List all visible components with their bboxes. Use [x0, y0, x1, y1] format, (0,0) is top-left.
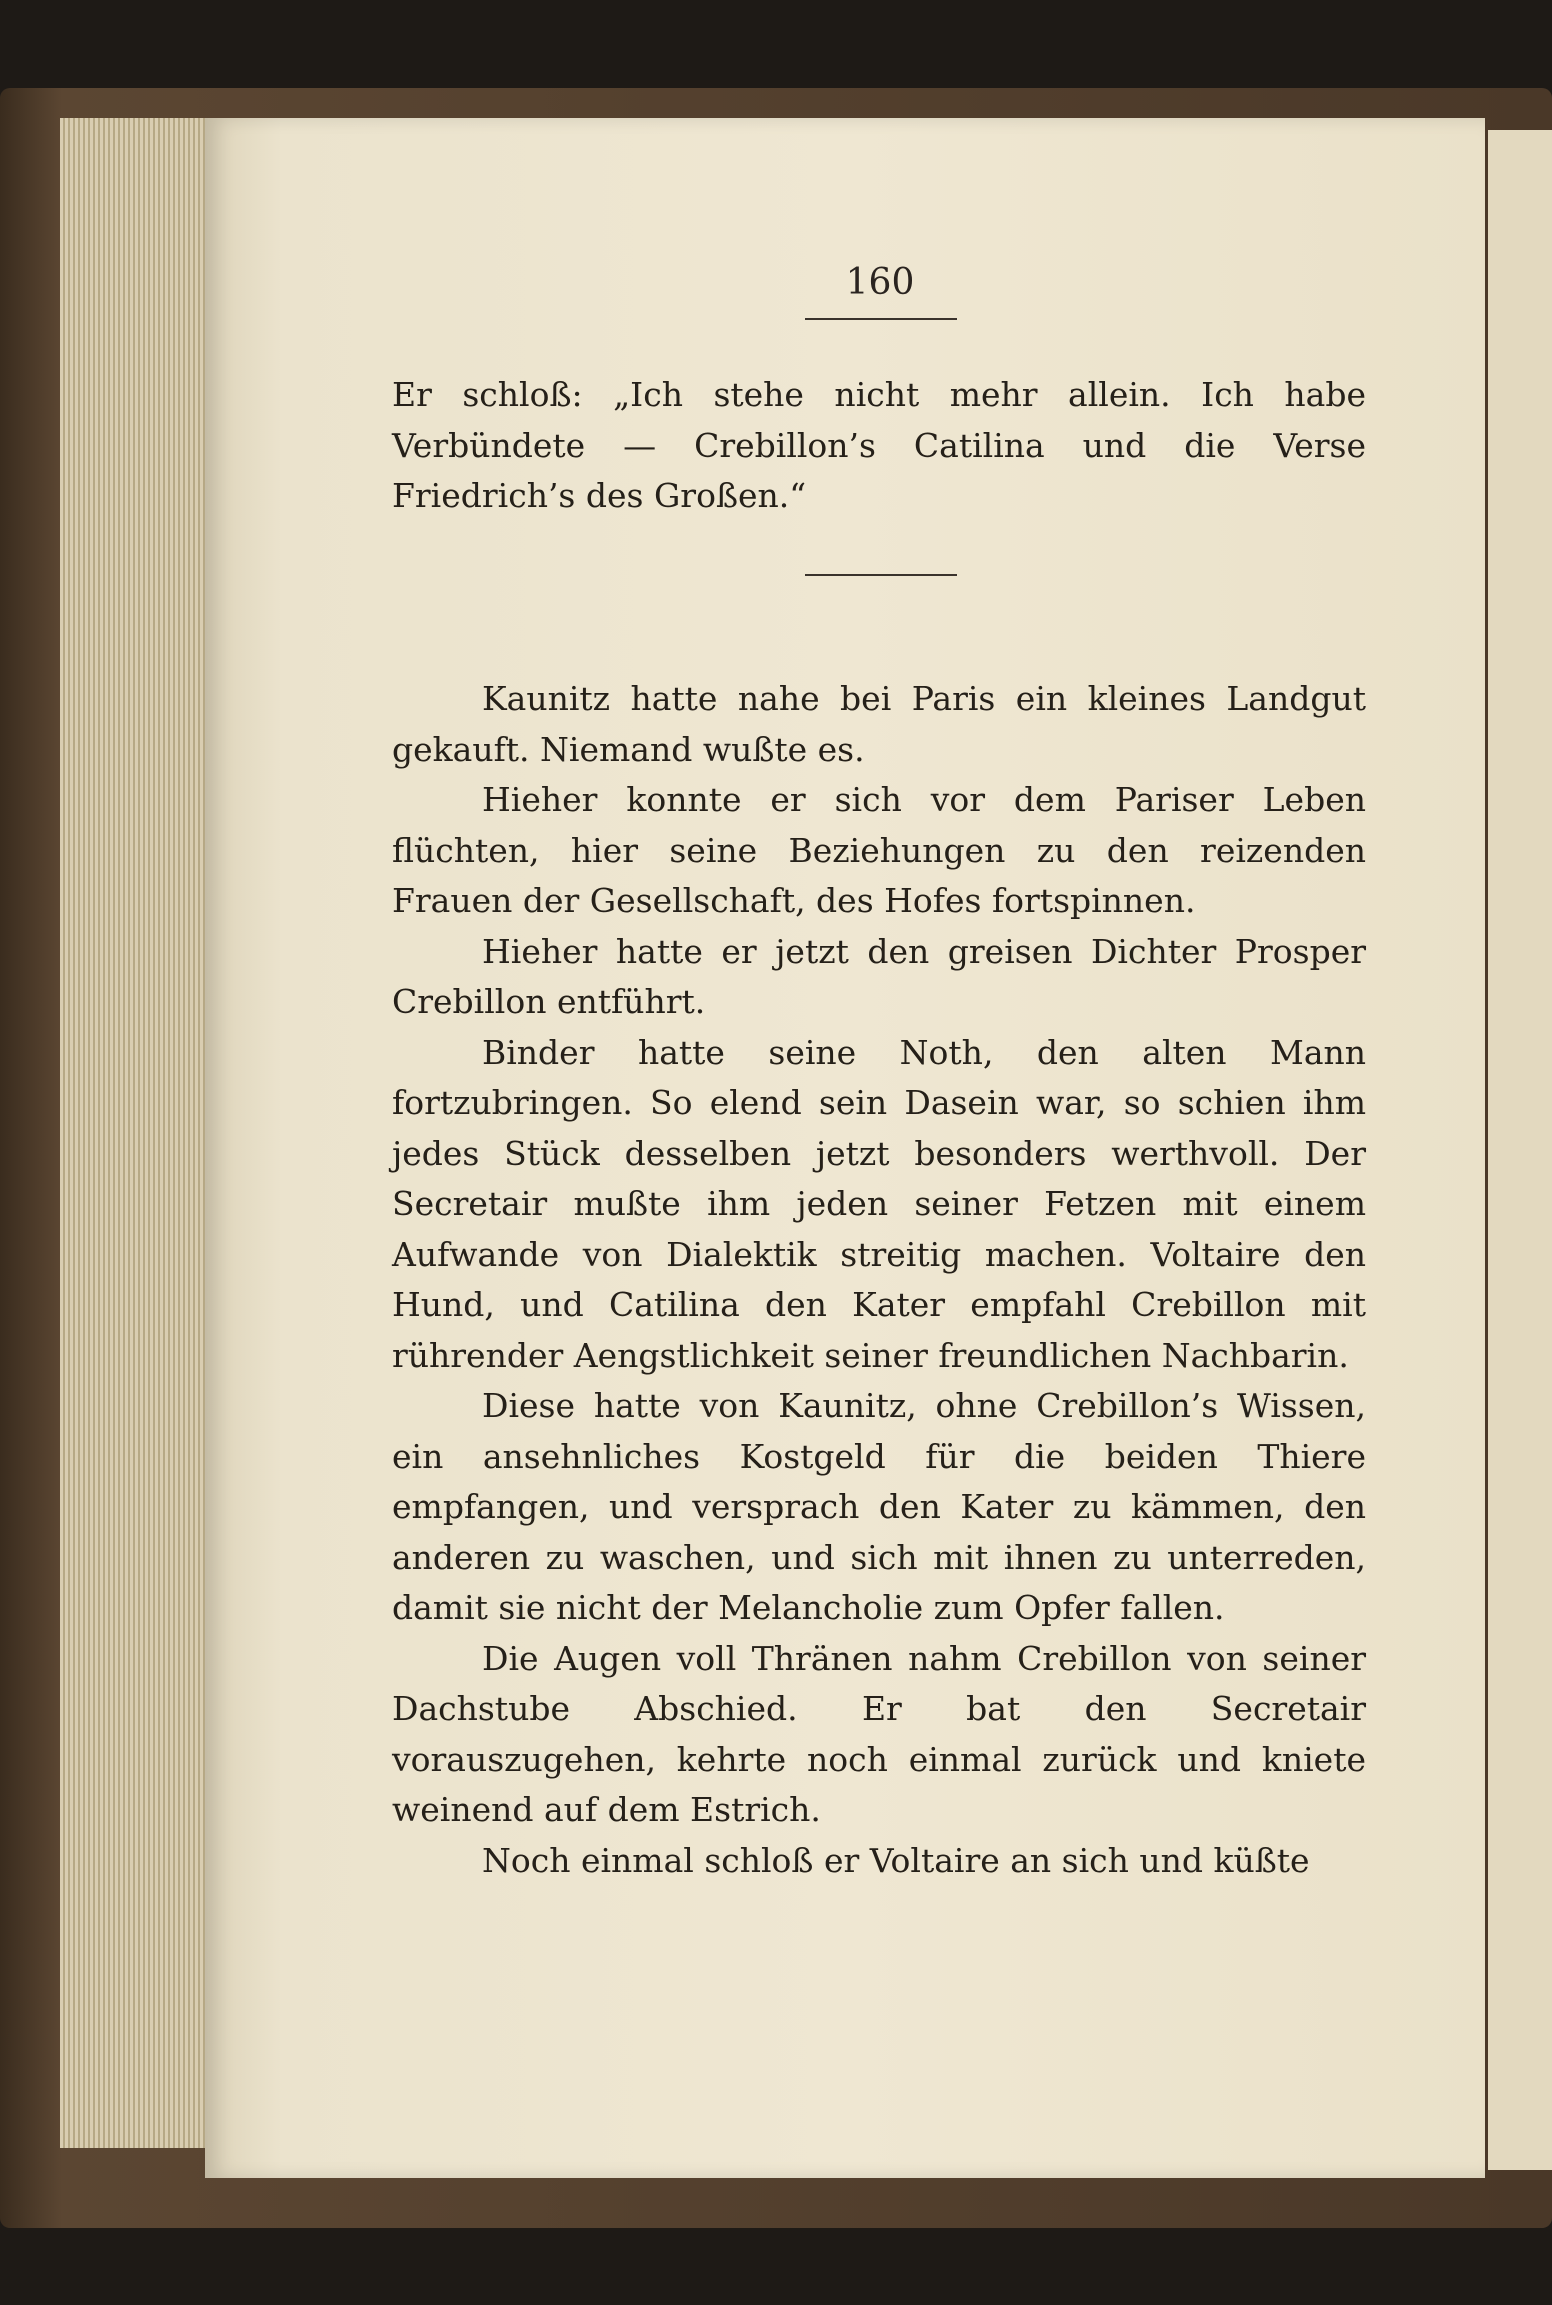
- closing-paragraph: Er schloß: „Ich stehe nicht mehr allein. Ich habe Verbündete — Crebillon’s Catilina und die Verse Friedrich’s des Großen.“: [392, 375, 1366, 515]
- facing-page-edge: [1488, 130, 1552, 2170]
- page-number: 160: [845, 262, 915, 303]
- paragraph: Noch einmal schloß er Voltaire an sich und küßte: [482, 1840, 1310, 1880]
- paragraph: Kaunitz hatte nahe bei Paris ein kleines Landgut gekauft. Niemand wußte es.: [392, 679, 1366, 769]
- paragraph: Diese hatte von Kaunitz, ohne Crebillon’s Wissen, ein ansehnliches Kostgeld für die beiden Thiere empfangen, und versprach den Kater zu kämmen, den anderen zu waschen, und sich mit ihnen zu unterreden, damit sie nicht der Melancholie zum Opfer fallen.: [392, 1386, 1366, 1627]
- section-divider: [805, 574, 957, 576]
- paragraph: Hieher konnte er sich vor dem Pariser Leben flüchten, hier seine Beziehungen zu den reizenden Frauen der Gesellschaft, des Hofes fortspinnen.: [392, 780, 1366, 920]
- text-block-top: [392, 370, 1366, 522]
- paragraph: Binder hatte seine Noth, den alten Mann fortzubringen. So elend sein Dasein war, so schien ihm jedes Stück desselben jetzt besonders werthvoll. Der Secretair mußte ihm jeden seiner Fetzen mit einem Aufwande von Dialektik streitig machen. Voltaire den Hund, und Catilina den Kater empfahl Crebillon mit rührender Aengstlichkeit seiner freundlichen Nachbarin.: [392, 1032, 1366, 1375]
- page-edges: [60, 118, 210, 2148]
- header-rule: [805, 318, 957, 320]
- paragraph: Die Augen voll Thränen nahm Crebillon von seiner Dachstube Abschied. Er bat den Secretair vorauszugehen, kehrte noch einmal zurück und kniete weinend auf dem Estrich.: [392, 1638, 1366, 1829]
- paragraph: Hieher hatte er jetzt den greisen Dichter Prosper Crebillon entführt.: [392, 931, 1366, 1021]
- text-block-main: [392, 674, 1366, 1886]
